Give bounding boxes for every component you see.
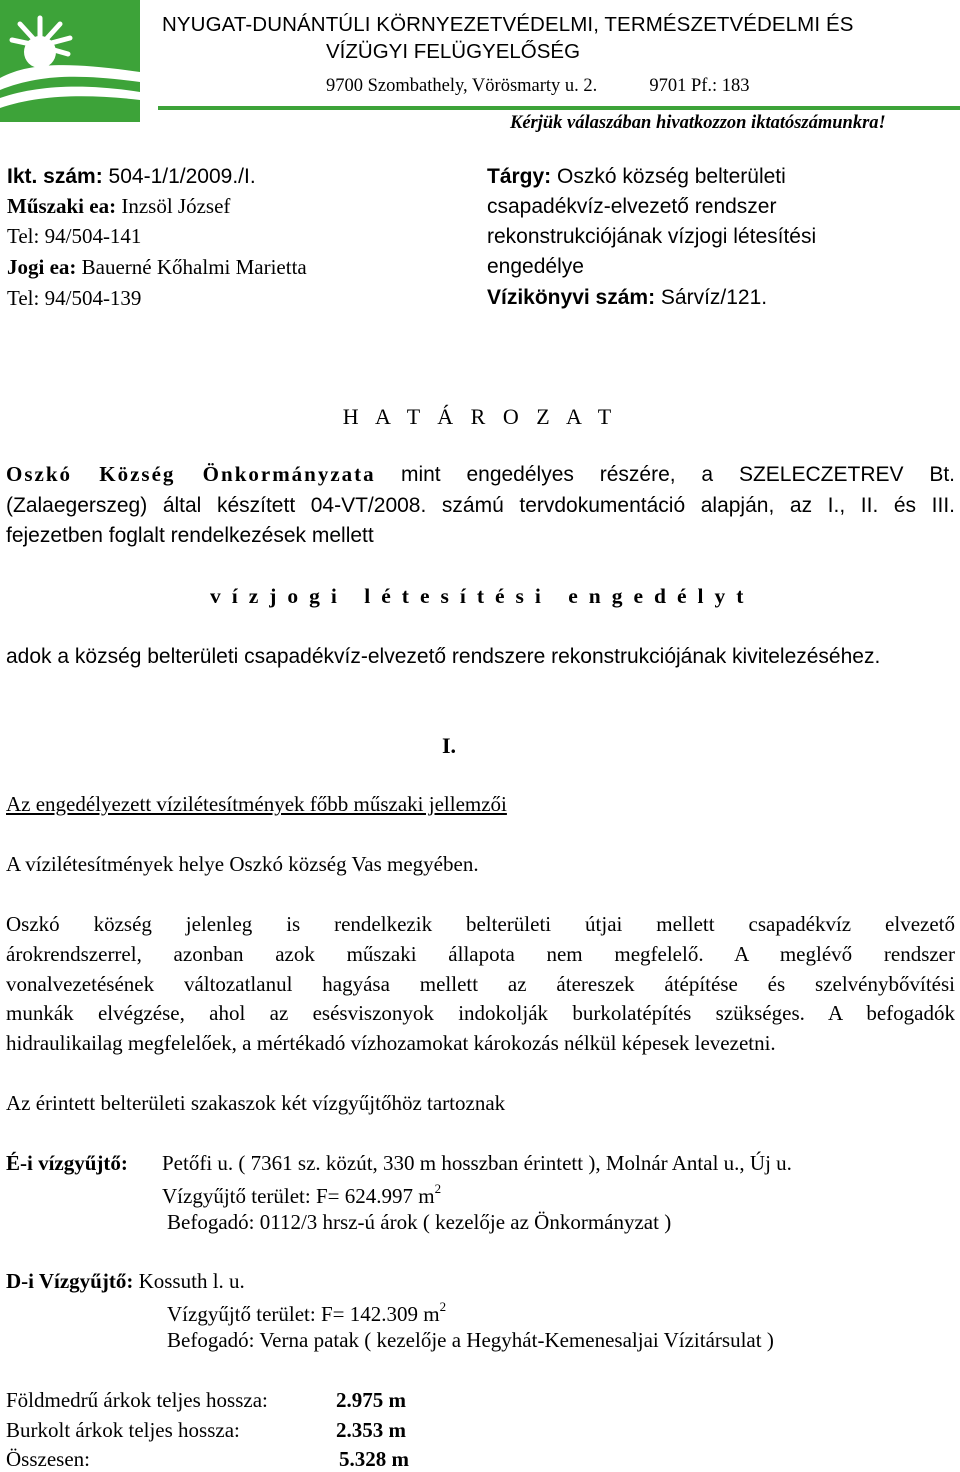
description-line-5: hidraulikailag megfelelőek, a mértékadó vízhozamokat károkozás nélkül képesek levezetni. — [6, 1031, 776, 1055]
decision-paragraph-line3: fejezetben foglalt rendelkezések mellett — [6, 524, 374, 547]
applicant-name: Oszkó Község Önkormányzata — [6, 462, 376, 486]
subject-text-1: Oszkó község belterületi — [557, 165, 786, 188]
organization-address — [326, 76, 750, 97]
phone-1-label: Tel: — [7, 224, 40, 248]
north-catchment-area — [162, 1181, 441, 1209]
north-area-text: Vízgyűjtő terület: F= 624.997 m — [162, 1184, 435, 1208]
phone-2-value: 94/504-139 — [44, 286, 142, 310]
water-book-number — [487, 286, 767, 310]
total-label: Burkolt árkok teljes hossza: — [6, 1418, 240, 1442]
north-area-unit-exponent: 2 — [434, 1181, 442, 1196]
description-line-2: árokrendszerrel, azonban azok műszaki állapota nem megfelelő. A meglévő rendszer — [6, 942, 955, 966]
decision-paragraph-text: mint engedélyes részére, a SZELECZETREV Bt. — [400, 463, 956, 486]
reference-note: Kérjük válaszában hivatkozzon iktatószámunkra! — [510, 113, 886, 133]
subject-line2: csapadékvíz-elvezető rendszer — [487, 195, 777, 218]
legal-officer-value: Bauerné Kőhalmi Marietta — [81, 255, 307, 279]
total-value: 2.975 m — [336, 1388, 406, 1412]
facility-location: A vízilétesítmények helye Oszkó község Vas megyében. — [6, 852, 479, 876]
file-number-value: 504-1/1/2009./I. — [108, 165, 256, 188]
technical-officer-label: Műszaki ea: — [7, 194, 117, 218]
section-number: I. — [442, 733, 457, 758]
south-area-text: Vízgyűjtő terület: F= 142.309 m — [167, 1302, 440, 1326]
south-area-unit-exponent: 2 — [439, 1299, 447, 1314]
north-catchment-receiver: Befogadó: 0112/3 hrsz-ú árok ( kezelője az Önkormányzat ) — [167, 1210, 672, 1234]
south-catchment-streets: Kossuth l. u. — [138, 1269, 245, 1293]
north-catchment-label: É-i vízgyűjtő: — [6, 1151, 128, 1175]
technical-officer — [7, 194, 230, 219]
street-address: 9700 Szombathely, Vörösmarty u. 2. — [326, 76, 598, 96]
total-row-sum — [6, 1447, 409, 1472]
phone-2 — [7, 286, 141, 311]
phone-1-value: 94/504-141 — [44, 224, 142, 248]
total-row-paved — [6, 1418, 406, 1443]
subject-label: Tárgy: — [487, 165, 552, 188]
south-catchment-receiver: Befogadó: Verna patak ( kezelője a Hegyhát-Kemenesaljai Vízitársulat ) — [167, 1328, 774, 1352]
technical-officer-value: Inzsöl József — [121, 194, 231, 218]
subject-line3: rekonstrukciójának vízjogi létesítési — [487, 225, 817, 248]
header-divider — [158, 106, 960, 110]
subject-line4: engedélye — [487, 255, 584, 278]
south-catchment-area — [167, 1299, 446, 1327]
file-number-label: Ikt. szám: — [7, 165, 103, 188]
po-box: 9701 Pf.: 183 — [649, 76, 750, 96]
decision-paragraph-line2: (Zalaegerszeg) által készített 04-VT/2008. számú tervdokumentáció alapján, az I., II. és III. — [6, 494, 955, 517]
total-value: 5.328 m — [339, 1447, 409, 1471]
total-label: Összesen: — [6, 1447, 90, 1471]
description-line-4: munkák elvégzése, ahol az esésviszonyok indokolják burkolatépítés szükséges. A befogadók — [6, 1001, 955, 1025]
south-catchment — [6, 1269, 245, 1294]
section-heading: Az engedélyezett vízilétesítmények főbb műszaki jellemzői — [6, 792, 507, 816]
water-book-value: Sárvíz/121. — [660, 286, 768, 309]
decision-paragraph-2: adok a község belterületi csapadékvíz-elvezető rendszere rekonstrukciójának kivitelezéséhez. — [6, 645, 881, 668]
decision-title: H A T Á R O Z A T — [342, 404, 618, 429]
water-book-label: Vízikönyvi szám: — [487, 286, 656, 309]
permit-type-spaced: vízjogi létesítési engedélyt — [210, 584, 755, 608]
total-row-earthen — [6, 1388, 406, 1413]
sun-over-hills-logo — [0, 0, 140, 122]
total-label: Földmedrű árkok teljes hossza: — [6, 1388, 268, 1412]
catchments-intro: Az érintett belterületi szakaszok két vízgyűjtőhöz tartoznak — [6, 1091, 506, 1115]
legal-officer — [7, 255, 307, 280]
organization-name-line2: VÍZÜGYI FELÜGYELŐSÉG — [326, 40, 581, 63]
total-value: 2.353 m — [336, 1418, 406, 1442]
phone-1 — [7, 224, 141, 249]
legal-officer-label: Jogi ea: — [7, 255, 77, 279]
description-line-1: Oszkó község jelenleg is rendelkezik belterületi útjai mellett csapadékvíz elvezető — [6, 912, 955, 936]
south-catchment-label: D-i Vízgyűjtő: — [6, 1269, 134, 1293]
organization-name-line1: NYUGAT-DUNÁNTÚLI KÖRNYEZETVÉDELMI, TERMÉSZETVÉDELMI ÉS — [162, 13, 854, 36]
file-number — [7, 165, 256, 189]
description-line-3: vonalvezetésének változatlanul hagyása mellett az átereszek átépítése és szelvénybővítési — [6, 972, 955, 996]
north-catchment-streets: Petőfi u. ( 7361 sz. közút, 330 m hosszban érintett ), Molnár Antal u., Új u. — [162, 1151, 792, 1175]
north-catchment — [6, 1151, 792, 1176]
phone-2-label: Tel: — [7, 286, 40, 310]
decision-paragraph-line1 — [6, 462, 955, 487]
subject-line1 — [487, 165, 786, 189]
